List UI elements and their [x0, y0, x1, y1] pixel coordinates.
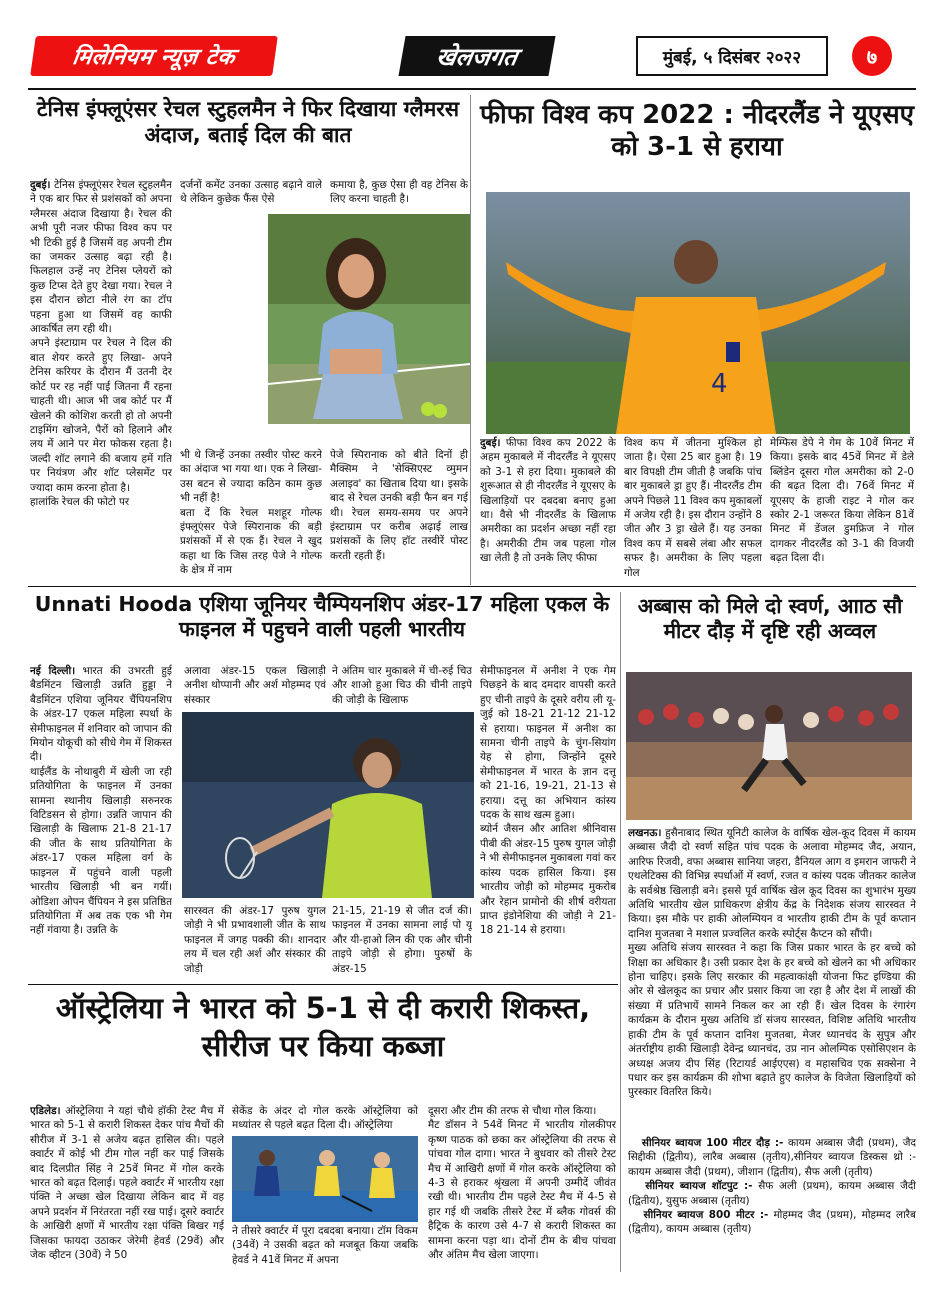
tennis-body-col3b: पेजे स्पिरानाक को बीते दिनों ही मैक्सिम ने 'सेक्सिएस्ट व्मुमन अलाइव' का खिताब दिया था। इसके बाद से रेचल उनकी बड़ी फैन बन गई थी। रेचल समय-समय पर अपने इंस्टाग्राम पर करीब अढ़ाई लाख प्रशंसकों के लिए हॉट तस्वीरें पोस्ट करती रहती हैं।: [330, 449, 468, 562]
hockey-body-col3: दूसरा और टीम की तरफ से चौथा गोल किया। मैट डॉसन ने 54वें मिनट में भारतीय गोलकीपर कृष्ण पाठक को छका कर ऑस्ट्रेलिया की तरफ से पांचवा गोल दागा। भारत ने बुधवार को तीसरे टेस्ट मैच में आखिरी क्षणों में गोल करके ऑस्ट्रेलिया को 4-3 से हराकर श्रृंखला में अपनी उम्मीदें जीवंत रखी थी। भारतीय टीम पहले टेस्ट मैच में 4-5 से हार गई थी जबकि तीसरे टेस्ट में ब्लैक गोवर्स की हैट्रिक के कारण उसे 4-7 से करारी शिकस्त का सामना करना पड़ा था। दोनों टीम के बीच पांचवा और अंतिम मैच खेला जाएगा।: [428, 1105, 616, 1262]
unnati-body-col3b: 21-15, 21-19 से जीत दर्ज की। फाइनल में उनका सामना लाई पो यू और यी-हाओ लिन की एक और चीनी ताइपे जोड़ी से होगा। पुरुषों के अंडर-15: [332, 905, 472, 975]
result-row: सीनियर ब्वायज शॉटपुट :- सैफ अली (प्रथम), कायम अब्बास जैदी (द्वितीय), युसुफ अब्बास (तृतीय): [628, 1180, 916, 1207]
row-divider: [28, 586, 916, 587]
section-title: खेलजगत: [398, 36, 555, 76]
unnati-body-col2a: अलावा अंडर-15 एकल खिलाड़ी अनीश थोप्पानी और अर्श मोहम्मद एवं संस्कार: [184, 665, 326, 706]
tennis-body-col3a: कमाया है, कुछ ऐसा ही वह टेनिस के लिए करना चाहती है।: [330, 179, 468, 206]
abbas-results: [628, 1136, 916, 1262]
fifa-headline: फीफा विश्व कप 2022 : नीदरलैंड ने यूएसए को 3-1 से हराया: [479, 100, 915, 162]
result-row: सीनियर ब्वायज 100 मीटर दौड़ :- कायम अब्बास जैदी (प्रथम), जैद सिद्दीकी (द्वितीय), लारैब अब्बास (तृतीय),सीनियर ब्वायज डिस्कस थ्रो :- कायम अब्बास जैदी (प्रथम), जीशान (द्वितीय), सैफ अली (तृतीय): [628, 1137, 916, 1178]
tennis-body-col2b: भी थे जिन्हें उनका तस्वीर पोस्ट करने का अंदाज भा गया था। एक ने लिखा- उस बटन से ज्यादा कठिन काम कुछ भी नहीं है! बता दें कि रेचल मशहूर गोल्फ इंफ्लूएंसर पेजे स्पिरानाक की बड़ी प्रशंसकों में से एक हैं। रेचल ने खुद कहा था कि जिस तरह पेजे ने गोल्फ के क्षेत्र में नाम: [180, 449, 322, 577]
tennis-body-col2a: दर्जनों कमेंट उनका उत्साह बढ़ाने वाले थे लेकिन कुछेक फैंस ऐसे: [180, 179, 322, 206]
badminton-photo-art: [182, 712, 474, 898]
athletics-photo-art: [626, 672, 912, 820]
unnati-body-col3a: ने अंतिम चार मुकाबले में ची-रुई चिउ और शाओ हुआ चिउ की चीनी ताइपे की जोड़ी के खिलाफ: [332, 665, 472, 706]
tennis-dateline: दुबई।: [30, 179, 51, 191]
unnati-body-col1: नई दिल्ली। भारत की उभरती हुई बैडमिंटन खिलाड़ी उन्नति हुड्डा ने बैडमिंटन एशिया जूनियर चैंपियनशिप के अंडर-17 एकल महिला स्पर्धा के सेमीफाइनल में शनिवार को जापान की मियोन योकूची को सीधे गेम में शिकस्त दी। थाईलैंड के नोथाबुरी में खेली जा रही प्रतियोगिता के फाइनल में उनका सामना स्थानीय खिलाड़ी सरुनरक विटिडसन से होगा। उन्नति जापान की खिलाड़ी के खिलाफ 21-8 21-17 की जीत के साथ प्रतियोगिता के अंडर-17 एकल महिला वर्ग के फाइनल में पहुंचने वाली पहली भारतीय खिलाड़ी भी बन गयीं। ओडिशा ओपन चैंपियन ने इस प्रतिष्ठित प्रतियोगिता में अब तक एक भी गेम नहीं गंवाया है। उन्नति के: [30, 665, 172, 937]
column-divider: [620, 592, 621, 1272]
fifa-body-col3: मेम्फिस डेपे ने गेम के 10वें मिनट में किया। इसके बाद 45वें मिनट में डेले ब्लिंडेन दूसरा गोल अमरीका को 2-0 की बढ़त दिला दी। 76वें मिनट में यूएसए के हाजी राइट ने गोल कर स्कोर 2-1 जरूरत किया लेकिन 81वें मिनट में डेंजल डुमफ्रिज ने गोल दागकर नीदरलैंड को 3-1 की विजयी बढ़त दिला दी।: [770, 437, 914, 565]
footballer-celebration-photo: [486, 192, 910, 434]
hockey-body-col2a: सेकेंड के अंदर दो गोल करके ऑस्ट्रेलिया को मध्यांतर से पहले बढ़त दिला दी। ऑस्ट्रेलिया: [232, 1105, 418, 1132]
hockey-players-photo: [232, 1136, 418, 1222]
tennis-body-col1: दुबई। टेनिस इंफ्लूएंसर रेचल स्टुहलमैन ने एक बार फिर से प्रशंसकों को अपना ग्लैमरस अंदाज दिखाया है। रेचल की अभी पूरी नजर फीफा विश्व कप पर भी टिकी हुई है जिसमें वह अपनी टीम का जमकर उत्साह बढ़ा रही है। फिलहाल उन्हें नए टेनिस प्लेयरों को कुछ टिप्स देते हुए देखा गया। रेचल ने इस दौरान छोटा नीले रंग का टॉप पहना हुआ था जिसमें वह काफी आकर्षित लग रही थी। अपने इंस्टाग्राम पर रेचल ने दिल की बात शेयर करते हुए लिखा- अपने टेनिस करियर के दौरान मैं उतनी देर कोर्ट पर रह नहीं पाई जितना मैं रहना चाहती थी। आज भी जब कोर्ट पर मैं खेलने की कोशिश करती हो तो अपनी टाइमिंग खोजने, पैरों को हिलाने और लय में आने पर मेरा फोकस रहता है। जल्दी शॉट लगाने की बजाय हमें गति पर नियंत्रण और शॉट प्लेसमेंट पर ज्यादा काम करना होता है। हालांकि रेचल की फोटो पर: [30, 179, 172, 508]
header-rule: [28, 88, 916, 90]
page-number: ७: [852, 36, 892, 76]
fifa-dateline: दुबई।: [480, 437, 501, 449]
abbas-dateline: लखनऊ।: [628, 827, 662, 839]
tennis-player-photo: [268, 214, 470, 424]
sprinter-photo: [626, 672, 912, 820]
badminton-player-photo: [182, 712, 474, 898]
hockey-photo-art: [232, 1136, 418, 1222]
hockey-body-col2b: ने तीसरे क्वार्टर में पूरा दबदबा बनाया। टॉम विकम (34वें) ने उसकी बढ़त को मजबूत किया जबकि हेवर्ड ने 41वें मिनट में अपना: [232, 1225, 418, 1266]
tennis-photo-art: [268, 214, 470, 424]
fifa-body-col1: दुबई। फीफा विश्व कप 2022 के अहम मुकाबले में नीदरलैंड ने यूएसए को 3-1 से हरा दिया। मुकाबले की शुरूआत से ही नीदरलैंड ने यूएसए के खिलाड़ियों पर दबदबा बनाए हुआ था। वैसे भी नीदरलैंड के खिलाफ अमरीका का प्रदर्शन अच्छा नहीं रहा है। अमरीकी टीम जब पहला गोल खा लेती है तो उनके लिए फीफा: [480, 437, 616, 565]
column-divider: [470, 95, 471, 585]
row-divider: [28, 984, 618, 985]
unnati-dateline: नई दिल्ली।: [30, 665, 76, 677]
unnati-body-col2b: सारस्वत की अंडर-17 पुरुष युगल जोड़ी ने भी प्रभावशाली जीत के साथ फाइनल में जगह पक्की की। शानदार लय में चल रही अर्श और संस्कार की जोड़ी: [184, 905, 326, 975]
fifa-body-col2: विश्व कप में जीतना मुश्किल हो जाता है। ऐसा 25 बार हुआ है। 19 बार विपक्षी टीम जीती है जबकि पांच बार मुकाबले ड्रा हुए हैं। नीदरलैंड टीम अपने पिछले 11 विश्व कप मुकाबलों में अजेय रही है। इस दौरान उन्होंने 8 जीत और 3 ड्रा खेले हैं। यह उनका विश्व कप में सबसे लंबा और सफल सफर है। अमरीका के लिए पहला गोल: [624, 437, 762, 579]
unnati-headline: Unnati Hooda एशिया जूनियर चैम्पियनशिप अंडर-17 महिला एकल के फाइनल में पहुचने वाली पहली भारतीय: [34, 592, 610, 641]
abbas-headline: अब्बास को मिले दो स्वर्ण, आाठ सौ मीटर दौड़ में दृष्टि रही अव्वल: [637, 594, 903, 643]
tennis-headline: टेनिस इंफ्लूएंसर रेचल स्टुहलमैन ने फिर दिखाया ग्लैमरस अंदाज, बताई दिल की बात: [36, 97, 460, 147]
hockey-body-col1: एडिलेड। ऑस्ट्रेलिया ने यहां चौथे हॉकी टेस्ट मैच में भारत को 5-1 से करारी शिकस्त देकर पांच मैचों की सीरीज में 3-1 से अजेय बढ़त हासिल की। पहले क्वार्टर में कोई भी टीम गोल नहीं कर पाई जिसके बाद दिलप्रीत सिंह ने 25वें मिनट में गोल करके भारत को बढ़त दिलाई। पहले क्वार्टर में भारतीय रक्षा पंक्ति ने अच्छा खेल दिखाया लेकिन बाद में वह अपने प्रदर्शन में निरंतरता नहीं रख पाई। दूसरे क्वार्टर के आखिरी क्षणों में भारतीय रक्षा पंक्ति बिखर गई जिसका फायदा उठाकर जेरेमी हेवर्ड (29वें) और जेक व्हीटन (30वें) ने 50: [30, 1105, 224, 1262]
hockey-headline: ऑस्ट्रेलिया ने भारत को 5-1 से दी करारी शिकस्त, सीरीज पर किया कब्जा: [55, 991, 591, 1063]
issue-date: मुंबई, ५ दिसंबर २०२२: [636, 36, 828, 76]
unnati-body-col4: सेमीफाइनल में अनीश ने एक गेम पिछड़ने के बाद दमदार वापसी करते हुए चीनी ताइपे के दूसरे वरीय ली यू-जुई को 18-21 21-12 21-12 से हराया। फाइनल में अनीश का सामना चीनी ताइपे के चुंग-सियांग येह से होगा, जिन्होंने दूसरे सेमीफाइनल में भारत के ज्ञान दत्तू को 21-16, 19-21, 21-13 से हराया। दत्तू का अभियान कांस्य पदक के साथ खत्म हुआ। ब्योर्न जैसन और आतिश श्रीनिवास पीबी की अंडर-15 पुरुष युगल जोड़ी ने भी सेमीफाइनल मुकाबला गवां कर कांस्य पदक हासिल किया। इस भारतीय जोड़ी को मोहम्मद मुकरोब और रेहान प्रामोनो की शीर्ष वरीयता प्राप्त इंडोनेशिया की जोड़ी ने 21-18 21-14 से हराया।: [480, 665, 616, 937]
fifa-photo-art: [486, 192, 910, 434]
hockey-dateline: एडिलेड।: [30, 1105, 61, 1117]
svg-text:4: 4: [711, 369, 728, 399]
brand-logo: मिलेनियम न्यूज़ टेक: [30, 36, 278, 76]
abbas-body: लखनऊ। हुसैनाबाद स्थित यूनिटी कालेज के वार्षिक खेल-कूद दिवस में कायम अब्बास जैदी दो स्वर्ण सहित पांच पदक के अलावा मोहम्मद जैद, अयान, आरिफ रिजवी, वफा अब्बास सानिया जहरा, डैनियल आग व इमरान जाफरी ने एथलेटिक्स की विभिन्न स्पर्धाओं में स्वर्ण, रजत व कांस्य पदक जीतकर कालेज के सर्वश्रेष्ठ खिलाड़ी बने। इससे पूर्व वार्षिक खेल कूद दिवस का शुभारंभ मुख्य अतिथि भारतीय खेल प्राधिकरण क्षेत्रीय केंद्र के निदेशक संजय सारस्वत ने किया। इस मौके पर हाकी ओलम्पियन व भारतीय हाकी टीम के पूर्व कप्तान दानिश मुजतबा ने मशाल प्रज्वलित करके स्पोर्ट्स कैप्टन को सौंपी। मुख्य अतिथि संजय सारस्वत ने कहा कि जिस प्रकार भारत के हर बच्चे को शिक्षा का अधिकार है। उसी प्रकार देश के हर बच्चे को खेलने का भी अधिकार होना चाहिए। इसके लिए सरकार की महत्वाकांक्षी योजना फिट इण्डिया की ओर से खेलकूद का प्रचार और प्रसार किया जा रहा है और देश में लाखों की संख्या में प्रतिभायें सामने निकल कर आ रही हैं। खेल दिवस के रंगारंग कार्यक्रम के दौरान मुख्य अतिथि डॉ संजय सारस्वत, विशिष्ट अतिथि भारतीय हाकी टीम के पूर्व कप्तान दानिश मुजतबा, मेजर ध्यानचंद के सुपुत्र और अंतर्राष्ट्रीय हाकी खिलाड़ी देवेन्द्र ध्यानचंद, उप्र नान ओलम्पिक एसोसिएशन के अध्यक्ष अजय दीप सिंह (रिटायर्ड आईएएस) व महासचिव एक सक्सेना ने पधार कर इस कार्यक्रम की शोभा बढ़ाते हुए कालेज के विजेता खिलाड़ियों को पुरस्कार वितरित किये।: [628, 827, 916, 1099]
result-row: सीनियर ब्वायज 800 मीटर :- मोहम्मद जैद (प्रथम), मोहम्मद लारैब (द्वितीय), कायम अब्बास (तृतीय): [628, 1209, 916, 1236]
